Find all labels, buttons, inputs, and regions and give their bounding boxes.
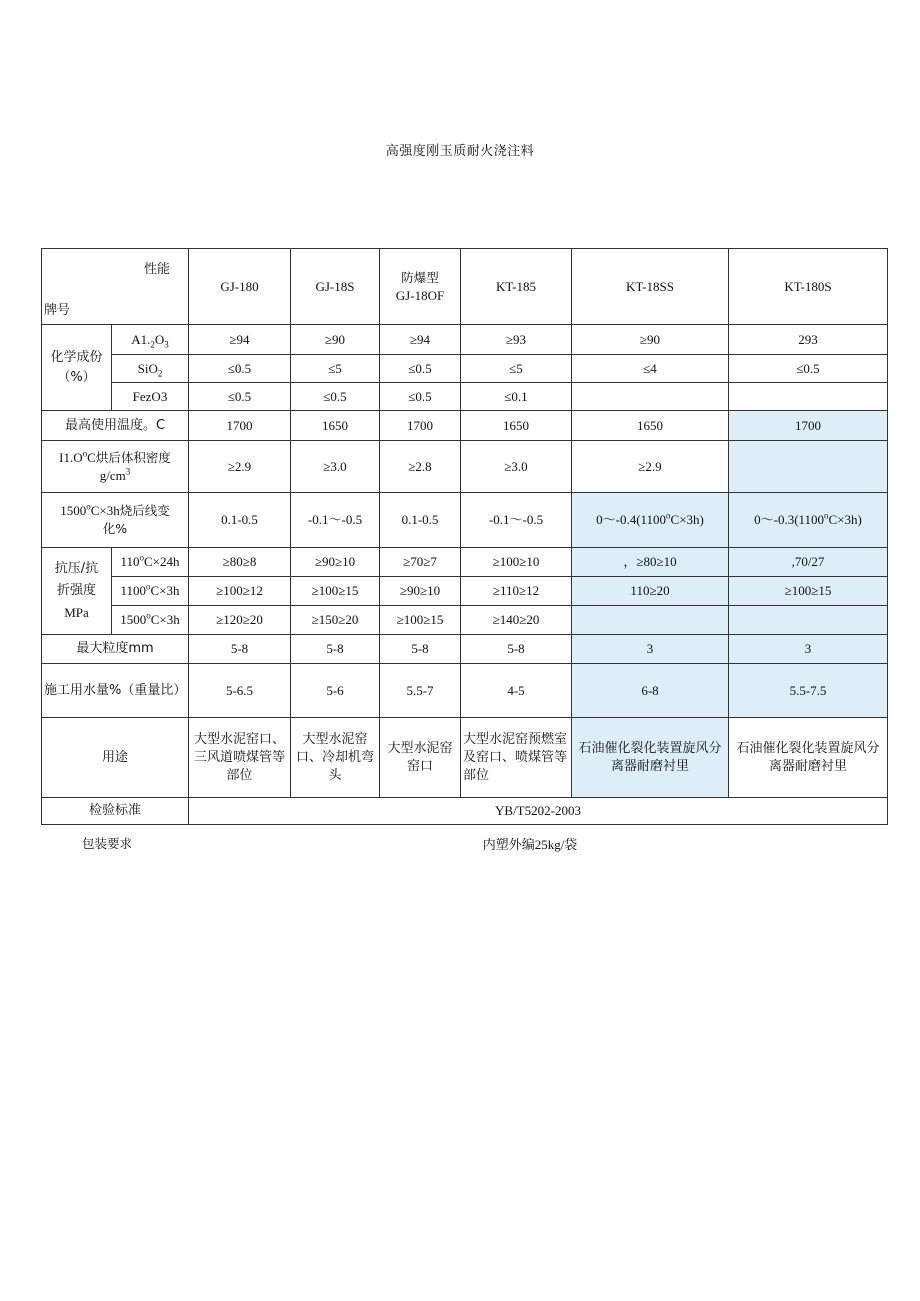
chem-name-sio2: SiO$_2$ bbox=[112, 355, 189, 383]
value-cell: ≥70≥7 bbox=[380, 548, 461, 577]
linear-change-label: $1500^oC\times 3h$烧后线变 化% bbox=[42, 493, 189, 548]
granularity-label: 最大粒度mm bbox=[42, 635, 189, 664]
value-cell: ，≥80≥10 bbox=[572, 548, 729, 577]
value-cell bbox=[729, 441, 888, 493]
usage-cell: 大型水泥窑窑口 bbox=[380, 718, 461, 798]
max-temp-label: 最高使用温度。C bbox=[42, 411, 189, 441]
usage-label: 用途 bbox=[42, 718, 189, 798]
product-header: 防爆型 GJ-18OF bbox=[380, 249, 461, 325]
value-cell: ≥100≥15 bbox=[291, 577, 380, 606]
product-header: KT-18SS bbox=[572, 249, 729, 325]
value-cell: $0\sim-0.4(1100^oC\times 3h)$ bbox=[572, 493, 729, 548]
strength-cond-1100: $1100^oC\times 3h$ bbox=[112, 577, 189, 606]
value-cell: 1700 bbox=[729, 411, 888, 441]
value-cell: 4-5 bbox=[461, 664, 572, 718]
value-cell: 5.5-7 bbox=[380, 664, 461, 718]
value-cell: 1650 bbox=[461, 411, 572, 441]
value-cell: ≥2.8 bbox=[380, 441, 461, 493]
water-row bbox=[42, 664, 888, 718]
strength-cond-110: $110^oC\times 24h$ bbox=[112, 548, 189, 577]
water-label: 施工用水量%（重量比） bbox=[42, 664, 189, 718]
value-cell: $0\sim-0.3(1100^oC\times 3h)$ bbox=[729, 493, 888, 548]
value-cell: ≥90≥10 bbox=[380, 577, 461, 606]
value-cell: 5-8 bbox=[291, 635, 380, 664]
chem-name-al2o3: $A1._2O_3$ bbox=[112, 325, 189, 355]
spec-table bbox=[41, 248, 888, 825]
standard-row bbox=[42, 798, 888, 825]
value-cell: 6-8 bbox=[572, 664, 729, 718]
standard-value: YB/T5202-2003 bbox=[189, 798, 888, 825]
value-cell: ≤0.1 bbox=[461, 383, 572, 411]
value-cell: ≥140≥20 bbox=[461, 606, 572, 635]
value-cell: 5-8 bbox=[189, 635, 291, 664]
value-cell: ≥150≥20 bbox=[291, 606, 380, 635]
value-cell: ≤0.5 bbox=[189, 355, 291, 383]
value-cell: 5.5-7.5 bbox=[729, 664, 888, 718]
product-header: GJ-180 bbox=[189, 249, 291, 325]
prop-label: 性能 bbox=[143, 262, 170, 277]
value-cell: ≥3.0 bbox=[461, 441, 572, 493]
value-cell: -0.1～-0.5 bbox=[291, 493, 380, 548]
value-cell: 1650 bbox=[291, 411, 380, 441]
strength-cond-1500: $1500^oC\times 3h$ bbox=[112, 606, 189, 635]
value-cell: ≥2.9 bbox=[572, 441, 729, 493]
value-cell: 1650 bbox=[572, 411, 729, 441]
page-title: 高强度刚玉质耐火浇注料 bbox=[385, 144, 535, 159]
value-cell: 3 bbox=[729, 635, 888, 664]
value-cell: ≤0.5 bbox=[291, 383, 380, 411]
value-cell: ≤0.5 bbox=[189, 383, 291, 411]
value-cell: 5-6.5 bbox=[189, 664, 291, 718]
density-row bbox=[42, 441, 888, 493]
value-cell: 293 bbox=[729, 325, 888, 355]
chem-group-label: 化学成份 （%） bbox=[42, 325, 112, 411]
value-cell: 1700 bbox=[380, 411, 461, 441]
granularity-row bbox=[42, 635, 888, 664]
product-header: KT-185 bbox=[461, 249, 572, 325]
value-cell: ≥90≥10 bbox=[291, 548, 380, 577]
value-cell: ≥100≥15 bbox=[729, 577, 888, 606]
value-cell: 5-8 bbox=[380, 635, 461, 664]
strength-row-1100 bbox=[42, 577, 888, 606]
strength-row-110 bbox=[42, 548, 888, 577]
value-cell: ≥100≥10 bbox=[461, 548, 572, 577]
max-temp-row bbox=[42, 411, 888, 441]
value-cell: 110≥20 bbox=[572, 577, 729, 606]
strength-group-label: 抗压/抗 折强度 MPa bbox=[42, 548, 112, 635]
usage-cell: 大型水泥窑口、三风道喷煤管等部位 bbox=[189, 718, 291, 798]
value-cell: 0.1-0.5 bbox=[189, 493, 291, 548]
usage-cell: 石油催化裂化装置旋风分离器耐磨衬里 bbox=[729, 718, 888, 798]
usage-row bbox=[42, 718, 888, 798]
product-header: KT-180S bbox=[729, 249, 888, 325]
value-cell: ≤0.5 bbox=[729, 355, 888, 383]
usage-cell: 石油催化裂化装置旋风分离器耐磨衬里 bbox=[572, 718, 729, 798]
value-cell bbox=[572, 606, 729, 635]
value-cell bbox=[729, 383, 888, 411]
packing-label: 包装要求 bbox=[82, 836, 133, 851]
value-cell: 3 bbox=[572, 635, 729, 664]
density-label: $I1.O^oC$烘后体积密度 $g/cm^3$ bbox=[42, 441, 189, 493]
chem-name-fe2o3: FezO3 bbox=[112, 383, 189, 411]
value-cell: ≥3.0 bbox=[291, 441, 380, 493]
value-cell: ≤0.5 bbox=[380, 355, 461, 383]
value-cell: ≤0.5 bbox=[380, 383, 461, 411]
linear-change-row bbox=[42, 493, 888, 548]
value-cell: ≤4 bbox=[572, 355, 729, 383]
value-cell: ≥100≥15 bbox=[380, 606, 461, 635]
value-cell: ,70/27 bbox=[729, 548, 888, 577]
value-cell: ≤5 bbox=[291, 355, 380, 383]
value-cell: -0.1～-0.5 bbox=[461, 493, 572, 548]
value-cell: ≥2.9 bbox=[189, 441, 291, 493]
value-cell: ≥110≥12 bbox=[461, 577, 572, 606]
header-corner-cell bbox=[42, 249, 189, 325]
strength-row-1500 bbox=[42, 606, 888, 635]
value-cell: 1700 bbox=[189, 411, 291, 441]
standard-label: 检验标准 bbox=[42, 798, 189, 825]
value-cell: 5-6 bbox=[291, 664, 380, 718]
value-cell: ≥94 bbox=[189, 325, 291, 355]
product-header: GJ-18S bbox=[291, 249, 380, 325]
value-cell: ≥90 bbox=[291, 325, 380, 355]
value-cell bbox=[572, 383, 729, 411]
value-cell bbox=[729, 606, 888, 635]
chem-row-fe2o3 bbox=[42, 383, 888, 411]
usage-cell: 大型水泥窑口、冷却机弯头 bbox=[291, 718, 380, 798]
brand-label: 牌号 bbox=[44, 303, 71, 318]
value-cell: 5-8 bbox=[461, 635, 572, 664]
value-cell: ≥94 bbox=[380, 325, 461, 355]
value-cell: ≥100≥12 bbox=[189, 577, 291, 606]
chem-row-sio2 bbox=[42, 355, 888, 383]
value-cell: ≥80≥8 bbox=[189, 548, 291, 577]
packing-value: 内塑外编25kg/袋 bbox=[482, 837, 578, 852]
value-cell: ≥90 bbox=[572, 325, 729, 355]
value-cell: 0.1-0.5 bbox=[380, 493, 461, 548]
value-cell: ≥120≥20 bbox=[189, 606, 291, 635]
value-cell: ≤5 bbox=[461, 355, 572, 383]
header-row bbox=[42, 249, 888, 325]
usage-cell: 大型水泥窑预燃室及窑口、喷煤管等部位 bbox=[461, 718, 572, 798]
value-cell: ≥93 bbox=[461, 325, 572, 355]
chem-row-al2o3 bbox=[42, 325, 888, 355]
